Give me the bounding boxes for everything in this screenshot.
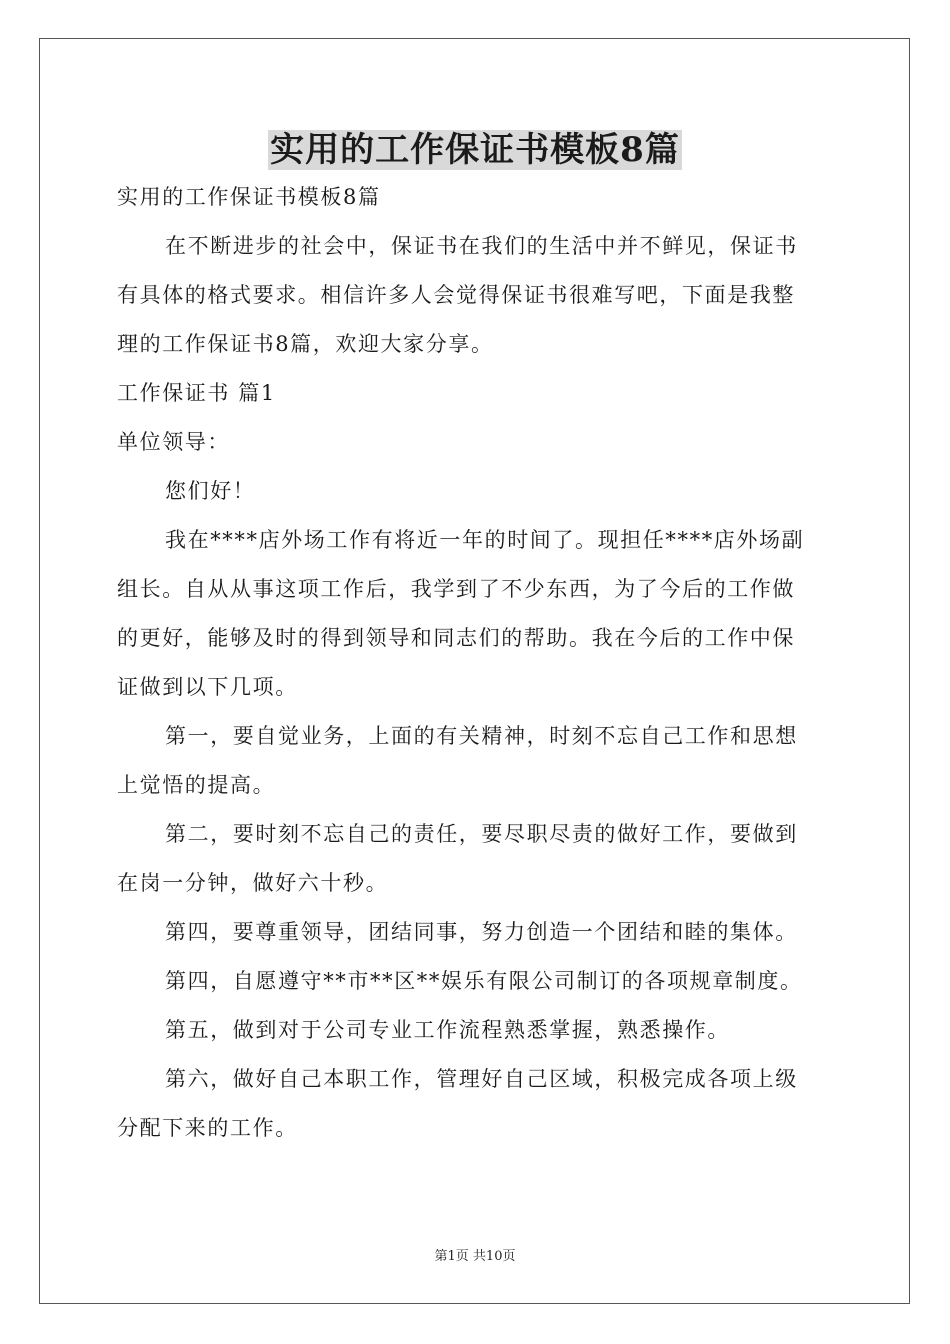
page-footer: 第1页 共10页 bbox=[434, 1249, 516, 1264]
item-line: 第五，做到对于公司专业工作流程熟悉掌握，熟悉操作。 bbox=[165, 1018, 730, 1042]
item-line: 第二，要时刻不忘自己的责任，要尽职尽责的做好工作，要做到 bbox=[165, 822, 798, 846]
greeting: 您们好！ bbox=[165, 479, 256, 503]
item-line: 第一，要自觉业务，上面的有关精神，时刻不忘自己工作和思想 bbox=[165, 724, 798, 748]
subtitle-line: 实用的工作保证书模板8篇 bbox=[117, 185, 381, 209]
item-line: 上觉悟的提高。 bbox=[117, 773, 276, 797]
item-line: 第四，自愿遵守**市**区**娱乐有限公司制订的各项规章制度。 bbox=[165, 969, 803, 993]
paragraph-line: 证做到以下几项。 bbox=[117, 675, 298, 699]
intro-line: 理的工作保证书8篇，欢迎大家分享。 bbox=[117, 332, 494, 356]
salutation: 单位领导： bbox=[117, 430, 230, 454]
section-heading: 工作保证书 篇1 bbox=[117, 381, 276, 405]
paragraph-line: 的更好，能够及时的得到领导和同志们的帮助。我在今后的工作中保 bbox=[117, 626, 795, 650]
paragraph-line: 我在****店外场工作有将近一年的时间了。现担任****店外场副 bbox=[165, 528, 805, 552]
intro-line: 在不断进步的社会中，保证书在我们的生活中并不鲜见，保证书 bbox=[165, 234, 798, 258]
document-body bbox=[117, 173, 833, 1153]
paragraph-line: 组长。自从从事这项工作后，我学到了不少东西，为了今后的工作做 bbox=[117, 577, 795, 601]
item-line: 分配下来的工作。 bbox=[117, 1116, 298, 1140]
item-line: 第六，做好自己本职工作，管理好自己区域，积极完成各项上级 bbox=[165, 1067, 798, 1091]
item-line: 在岗一分钟，做好六十秒。 bbox=[117, 871, 389, 895]
document-title bbox=[0, 126, 950, 174]
intro-line: 有具体的格式要求。相信许多人会觉得保证书很难写吧，下面是我整 bbox=[117, 283, 795, 307]
document-title-text: 实用的工作保证书模板8篇 bbox=[270, 130, 680, 170]
item-line: 第四，要尊重领导，团结同事，努力创造一个团结和睦的集体。 bbox=[165, 920, 798, 944]
